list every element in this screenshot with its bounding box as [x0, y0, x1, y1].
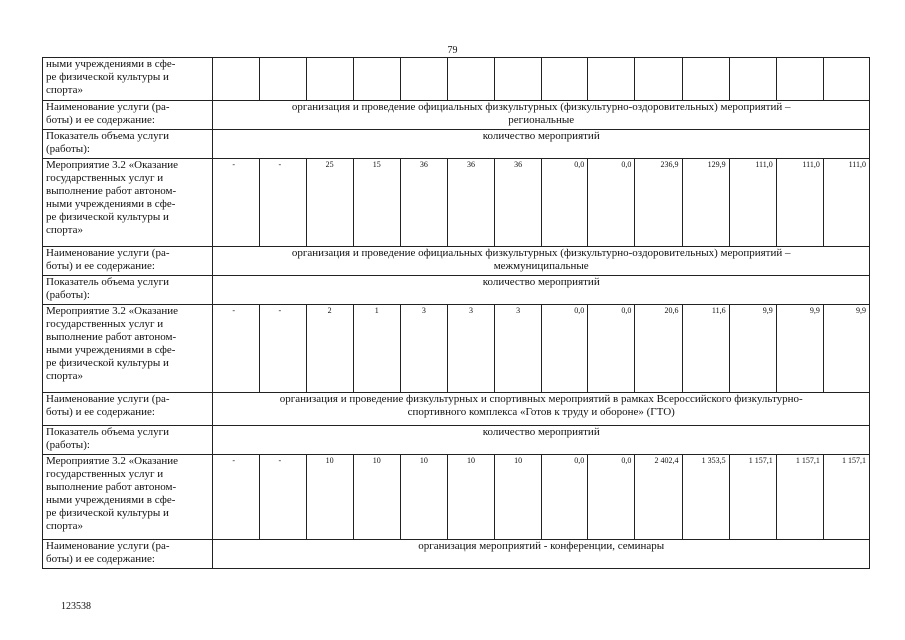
value-cell: 1 157,1: [776, 455, 823, 540]
service-info-row: [43, 130, 870, 159]
value-cell: 0,0: [542, 159, 588, 247]
value-cell: 10: [400, 455, 447, 540]
value-cell: 10: [495, 455, 542, 540]
service-description: организация мероприятий - конференции, семинары: [213, 540, 870, 569]
service-info-row: [43, 247, 870, 276]
value-cell: [542, 58, 588, 101]
service-info-row: [43, 426, 870, 455]
value-cell: -: [213, 159, 259, 247]
value-cell: 1 157,1: [729, 455, 776, 540]
value-cell: 36: [495, 159, 542, 247]
value-cell: 1: [353, 305, 400, 393]
row-label: Показатель объема услуги (работы):: [43, 276, 213, 305]
value-cell: 36: [400, 159, 447, 247]
service-info-row: [43, 101, 870, 130]
value-cell: [213, 58, 259, 101]
value-cell: [776, 58, 823, 101]
service-description: количество мероприятий: [213, 130, 870, 159]
value-cell: 0,0: [588, 455, 635, 540]
row-label: Показатель объема услуги (работы):: [43, 130, 213, 159]
value-cell: [588, 58, 635, 101]
value-cell: [823, 58, 869, 101]
service-description: количество мероприятий: [213, 426, 870, 455]
row-label: Показатель объема услуги (работы):: [43, 426, 213, 455]
service-description: организация и проведение официальных физкультурных (физкультурно-оздоровительных) мероприятий – региональные: [213, 101, 870, 130]
value-cell: -: [213, 455, 259, 540]
value-cell: 2: [306, 305, 353, 393]
value-cell: [682, 58, 729, 101]
activity-row: [43, 159, 870, 247]
value-cell: 111,0: [776, 159, 823, 247]
value-cell: 10: [447, 455, 494, 540]
value-cell: 9,9: [729, 305, 776, 393]
value-cell: -: [259, 455, 306, 540]
value-cell: 9,9: [776, 305, 823, 393]
row-label: Наименование услуги (ра- боты) и ее содержание:: [43, 540, 213, 569]
value-cell: 10: [353, 455, 400, 540]
value-cell: [400, 58, 447, 101]
value-cell: 111,0: [823, 159, 869, 247]
service-info-row: [43, 276, 870, 305]
value-cell: 20,6: [635, 305, 682, 393]
state-program-table: [42, 57, 870, 569]
value-cell: 0,0: [542, 455, 588, 540]
value-cell: 236,9: [635, 159, 682, 247]
value-cell: -: [213, 305, 259, 393]
service-description: количество мероприятий: [213, 276, 870, 305]
value-cell: -: [259, 159, 306, 247]
value-cell: [729, 58, 776, 101]
value-cell: 36: [447, 159, 494, 247]
value-cell: 10: [306, 455, 353, 540]
value-cell: 25: [306, 159, 353, 247]
value-cell: 111,0: [729, 159, 776, 247]
activity-row: [43, 305, 870, 393]
row-label: Наименование услуги (ра- боты) и ее содержание:: [43, 393, 213, 426]
value-cell: 1 353,5: [682, 455, 729, 540]
service-info-row: [43, 540, 870, 569]
value-cell: 3: [495, 305, 542, 393]
value-cell: -: [259, 305, 306, 393]
value-cell: [495, 58, 542, 101]
value-cell: 2 402,4: [635, 455, 682, 540]
value-cell: [353, 58, 400, 101]
value-cell: 129,9: [682, 159, 729, 247]
value-cell: 1 157,1: [823, 455, 869, 540]
service-description: организация и проведение физкультурных и спортивных мероприятий в рамках Всероссийского физкультурно- спортивного комплекса «Готов к труду и обороне» (ГТО): [213, 393, 870, 426]
row-label: Мероприятие 3.2 «Оказание государственных услуг и выполнение работ автоном- ными учреждениями в сфе- ре физической культуры и спорта»: [43, 159, 213, 247]
activity-row: [43, 455, 870, 540]
row-label: Мероприятие 3.2 «Оказание государственных услуг и выполнение работ автоном- ными учреждениями в сфе- ре физической культуры и спорта»: [43, 455, 213, 540]
value-cell: [635, 58, 682, 101]
row-label: Наименование услуги (ра- боты) и ее содержание:: [43, 247, 213, 276]
value-cell: [259, 58, 306, 101]
value-cell: 11,6: [682, 305, 729, 393]
value-cell: 15: [353, 159, 400, 247]
value-cell: 9,9: [823, 305, 869, 393]
value-cell: 0,0: [588, 305, 635, 393]
service-info-row: [43, 393, 870, 426]
value-cell: [447, 58, 494, 101]
row-label: Наименование услуги (ра- боты) и ее содержание:: [43, 101, 213, 130]
value-cell: 0,0: [588, 159, 635, 247]
value-cell: 0,0: [542, 305, 588, 393]
value-cell: 3: [447, 305, 494, 393]
page-number: 79: [447, 45, 458, 56]
activity-row: [43, 58, 870, 101]
document-code: 123538: [61, 601, 91, 612]
row-label: Мероприятие 3.2 «Оказание государственных услуг и выполнение работ автоном- ными учреждениями в сфе- ре физической культуры и спорта»: [43, 305, 213, 393]
service-description: организация и проведение официальных физкультурных (физкультурно-оздоровительных) мероприятий – межмуниципальные: [213, 247, 870, 276]
value-cell: 3: [400, 305, 447, 393]
row-label: ными учреждениями в сфе- ре физической культуры и спорта»: [43, 58, 213, 101]
value-cell: [306, 58, 353, 101]
